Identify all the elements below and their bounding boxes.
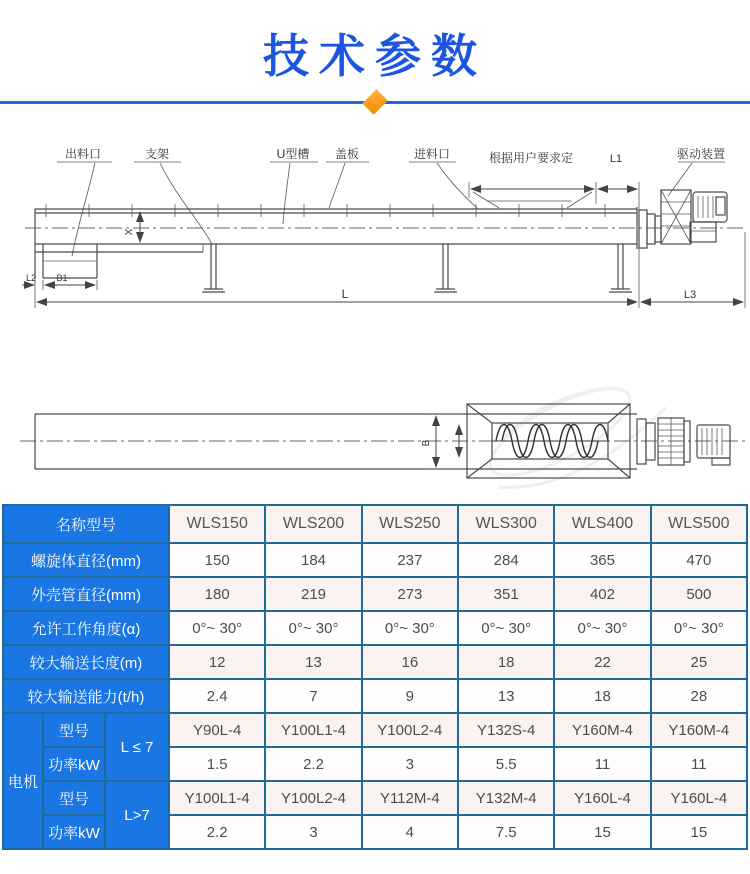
diagram-2-tube-cutaway — [20, 404, 748, 478]
title-divider — [0, 91, 750, 113]
spec-value-cell: 0°~ 30° — [265, 611, 361, 645]
spec-value-cell: Y160L-4 — [651, 781, 747, 815]
motor-sub-label-cell: 功率kW — [43, 815, 105, 849]
diamond-icon — [362, 89, 387, 114]
table-row — [3, 679, 747, 713]
spec-value-cell: 351 — [458, 577, 554, 611]
motor-condition-cell: L ≤ 7 — [105, 713, 169, 781]
spec-value-cell: 284 — [458, 543, 554, 577]
spec-value-cell: 9 — [362, 679, 458, 713]
spec-value-cell: 0°~ 30° — [169, 611, 265, 645]
motor-sub-label-cell: 功率kW — [43, 747, 105, 781]
spec-value-cell: 28 — [651, 679, 747, 713]
spec-value-cell: 13 — [458, 679, 554, 713]
spec-value-cell: Y90L-4 — [169, 713, 265, 747]
model-header-cell: WLS400 — [554, 505, 650, 543]
spec-value-cell: 2.2 — [169, 815, 265, 849]
dim-b1: B1 — [56, 273, 68, 283]
table-row-motor — [3, 781, 747, 815]
spec-table-body — [3, 505, 747, 849]
label-l1: L1 — [609, 153, 623, 165]
dim-l2: L2 — [25, 273, 37, 283]
spec-value-cell: 25 — [651, 645, 747, 679]
spec-value-cell: 16 — [362, 645, 458, 679]
spec-value-cell: 365 — [554, 543, 650, 577]
label-drive: 驱动装置 — [676, 147, 726, 161]
spec-value-cell: 180 — [169, 577, 265, 611]
spec-value-cell: 219 — [265, 577, 361, 611]
spec-value-cell: 0°~ 30° — [554, 611, 650, 645]
drive-unit-side — [639, 190, 727, 248]
diagram-1-conveyor-side-view — [22, 146, 745, 308]
label-outlet: 出料口 — [64, 147, 102, 161]
table-header-row — [3, 505, 747, 543]
support-legs — [202, 244, 632, 292]
spec-value-cell: 7.5 — [458, 815, 554, 849]
spec-value-cell: Y100L2-4 — [265, 781, 361, 815]
technical-drawings — [0, 112, 750, 500]
label-custom-note: 根据用户要求定 — [488, 151, 574, 165]
table-row — [3, 611, 747, 645]
spec-value-cell: Y100L2-4 — [362, 713, 458, 747]
spec-value-cell: 11 — [554, 747, 650, 781]
model-header-cell: WLS300 — [458, 505, 554, 543]
motor-condition-cell: L>7 — [105, 781, 169, 849]
spec-value-cell: Y160L-4 — [554, 781, 650, 815]
dim-l: L — [341, 287, 349, 301]
dim-b: B — [421, 439, 432, 447]
spec-value-cell: 150 — [169, 543, 265, 577]
label-bracket: 支架 — [144, 147, 170, 161]
spec-value-cell: 0°~ 30° — [651, 611, 747, 645]
motor-label-cell: 电机 — [3, 713, 43, 849]
spec-value-cell: 1.5 — [169, 747, 265, 781]
model-header-cell: WLS200 — [265, 505, 361, 543]
model-header-cell: WLS150 — [169, 505, 265, 543]
trough — [25, 204, 745, 278]
spec-table — [2, 504, 748, 850]
table-row-motor — [3, 713, 747, 747]
page-title: 技术参数 — [263, 30, 487, 82]
spec-value-cell: 3 — [265, 815, 361, 849]
model-header-cell: WLS250 — [362, 505, 458, 543]
label-u-trough: U型槽 — [276, 147, 310, 161]
dim-l3: L3 — [683, 289, 697, 301]
row-label-cell: 螺旋体直径(mm) — [3, 543, 169, 577]
row-label-cell: 较大输送长度(m) — [3, 645, 169, 679]
spec-value-cell: 12 — [169, 645, 265, 679]
row-label-cell: 名称型号 — [3, 505, 169, 543]
spec-value-cell: 237 — [362, 543, 458, 577]
spec-value-cell: 7 — [265, 679, 361, 713]
spec-value-cell: Y100L1-4 — [169, 781, 265, 815]
spec-value-cell: 0°~ 30° — [458, 611, 554, 645]
spec-value-cell: 5.5 — [458, 747, 554, 781]
spec-value-cell: 3 — [362, 747, 458, 781]
spec-value-cell: Y112M-4 — [362, 781, 458, 815]
row-label-cell: 较大输送能力(t/h) — [3, 679, 169, 713]
screw-spiral — [493, 425, 608, 458]
spec-value-cell: 15 — [554, 815, 650, 849]
spec-value-cell: 402 — [554, 577, 650, 611]
spec-value-cell: 184 — [265, 543, 361, 577]
spec-value-cell: Y132S-4 — [458, 713, 554, 747]
spec-value-cell: 500 — [651, 577, 747, 611]
spec-value-cell: 273 — [362, 577, 458, 611]
spec-value-cell: 2.4 — [169, 679, 265, 713]
spec-value-cell: Y160M-4 — [554, 713, 650, 747]
label-cover: 盖板 — [334, 147, 360, 161]
spec-value-cell: 13 — [265, 645, 361, 679]
row-label-cell: 外壳管直径(mm) — [3, 577, 169, 611]
spec-value-cell: 15 — [651, 815, 747, 849]
spec-value-cell: 18 — [554, 679, 650, 713]
table-row — [3, 645, 747, 679]
label-inlet: 进料口 — [413, 147, 451, 161]
spec-value-cell: 2.2 — [265, 747, 361, 781]
model-header-cell: WLS500 — [651, 505, 747, 543]
table-row — [3, 577, 747, 611]
row-label-cell: 允许工作角度(α) — [3, 611, 169, 645]
spec-value-cell: Y100L1-4 — [265, 713, 361, 747]
spec-value-cell: 0°~ 30° — [362, 611, 458, 645]
spec-value-cell: Y160M-4 — [651, 713, 747, 747]
spec-value-cell: 470 — [651, 543, 747, 577]
spec-value-cell: 4 — [362, 815, 458, 849]
dim-x: X — [124, 228, 135, 236]
spec-value-cell: Y132M-4 — [458, 781, 554, 815]
motor-sub-label-cell: 型号 — [43, 781, 105, 815]
spec-value-cell: 22 — [554, 645, 650, 679]
motor-sub-label-cell: 型号 — [43, 713, 105, 747]
table-row — [3, 543, 747, 577]
spec-value-cell: 18 — [458, 645, 554, 679]
spec-value-cell: 11 — [651, 747, 747, 781]
